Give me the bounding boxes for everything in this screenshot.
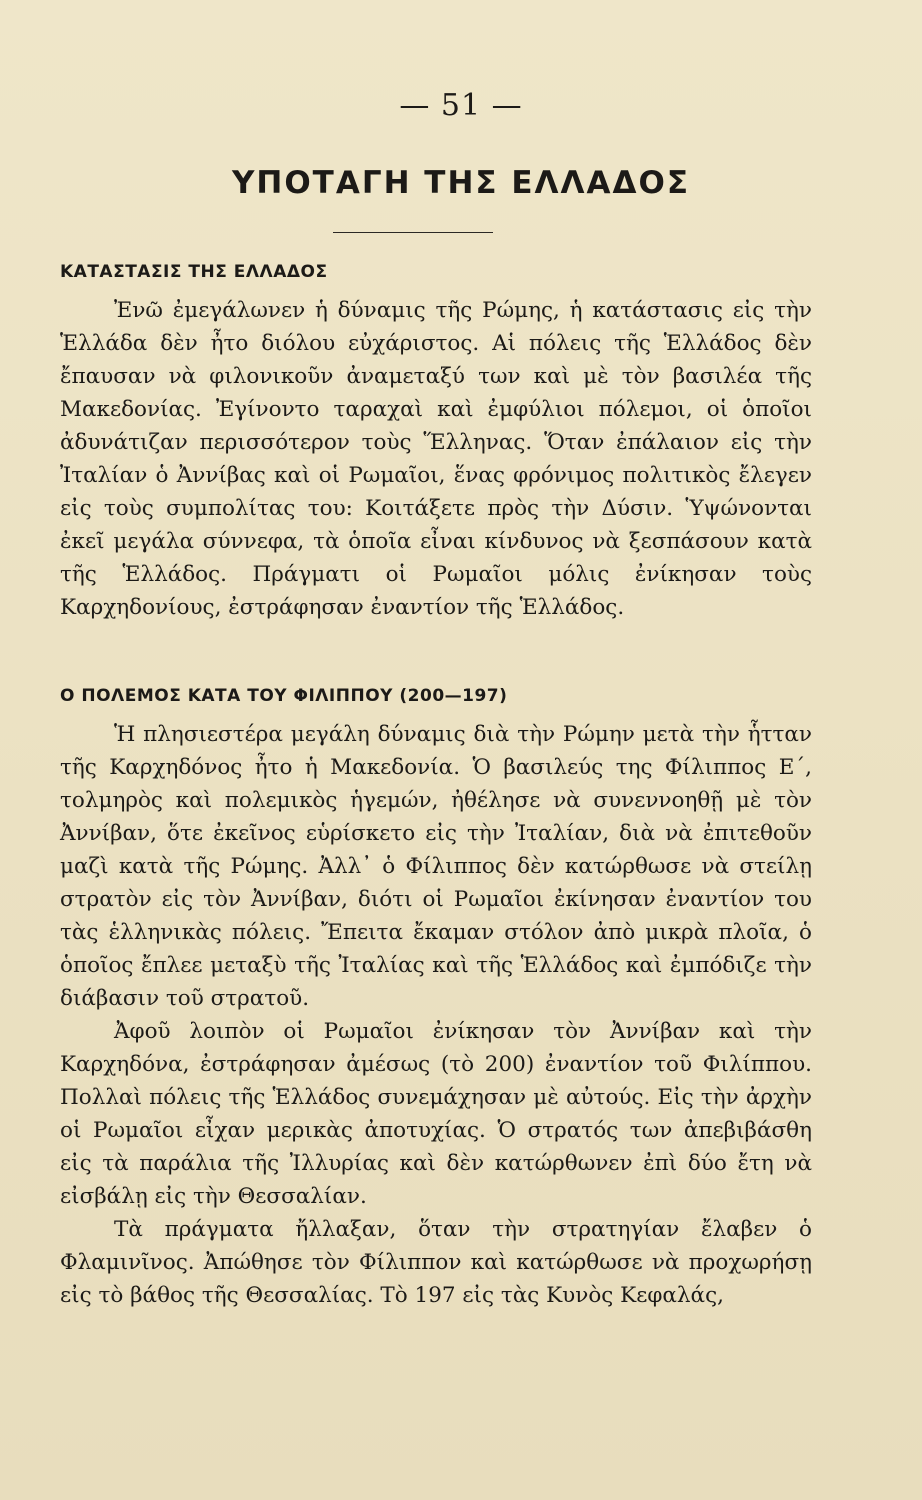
- page-number: — 51 —: [399, 88, 523, 123]
- title-divider: [333, 232, 493, 233]
- section-heading: Ο ΠΟΛΕΜΟΣ ΚΑΤΑ ΤΟΥ ΦΙΛΙΠΠΟΥ (200—197): [60, 686, 508, 706]
- paragraph: Ἀφοῦ λοιπὸν οἱ Ρωμαῖοι ἐνίκησαν τὸν Ἀννίβαν καὶ τὴν Καρχηδόνα, ἐστράφησαν ἀμέσως (τὸ 200) ἐναντίον τοῦ Φιλίππου. Πολλαὶ πόλεις τῆς Ἑλλάδος συνεμάχησαν μὲ αὐτούς. Εἰς τὴν ἀρχὴν οἱ Ρωμαῖοι εἶχαν μερικὰς ἀποτυχίας. Ὁ στρατός των ἀπεβιβάσθη εἰς τὰ παράλια τῆς Ἰλλυρίας καὶ δὲν κατώρθωνεν ἐπὶ δύο ἔτη νὰ εἰσβάλῃ εἰς τὴν Θεσσαλίαν.: [60, 1019, 812, 1209]
- paragraph: Ἡ πλησιεστέρα μεγάλη δύναμις διὰ τὴν Ρώμην μετὰ τὴν ἧτταν τῆς Καρχηδόνος ἦτο ἡ Μακεδονία. Ὁ βασιλεύς της Φίλιππος Ε΄, τολμηρὸς καὶ πολεμικὸς ἡγεμών, ἠθέλησε νὰ συνεννοηθῇ μὲ τὸν Ἀννίβαν, ὅτε ἐκεῖνος εὑρίσκετο εἰς τὴν Ἰταλίαν, διὰ νὰ ἐπιτεθοῦν μαζὶ κατὰ τῆς Ρώμης. Ἀλλ᾽ ὁ Φίλιππος δὲν κατώρθωσε νὰ στείλῃ στρατὸν εἰς τὸν Ἀννίβαν, διότι οἱ Ρωμαῖοι ἐκίνησαν ἐναντίον του τὰς ἑλληνικὰς πόλεις. Ἔπειτα ἔκαμαν στόλον ἀπὸ μικρὰ πλοῖα, ὁ ὁποῖος ἔπλεε μεταξὺ τῆς Ἰταλίας καὶ τῆς Ἑλλάδος καὶ ἐμπόδιζε τὴν διάβασιν τοῦ στρατοῦ.: [60, 722, 812, 1011]
- section-war-against-philip: [60, 686, 812, 1312]
- paragraph: Τὰ πράγματα ἤλλαξαν, ὅταν τὴν στρατηγίαν ἔλαβεν ὁ Φλαμινῖνος. Ἀπώθησε τὸν Φίλιππον καὶ κατώρθωσε νὰ προχωρήσῃ εἰς τὸ βάθος τῆς Θεσσαλίας. Τὸ 197 εἰς τὰς Κυνὸς Κεφαλάς,: [60, 1217, 812, 1308]
- chapter-title: ΥΠΟΤΑΓΗ ΤΗΣ ΕΛΛΑΔΟΣ: [231, 165, 691, 201]
- paragraph: Ἐνῶ ἐμεγάλωνεν ἡ δύναμις τῆς Ρώμης, ἡ κατάστασις εἰς τὴν Ἑλλάδα δὲν ἦτο διόλου εὐχάριστος. Αἱ πόλεις τῆς Ἑλλάδος δὲν ἔπαυσαν νὰ φιλονικοῦν ἀναμεταξύ των καὶ μὲ τὸν βασιλέα τῆς Μακεδονίας. Ἐγίνοντο ταραχαὶ καὶ ἐμφύλιοι πόλεμοι, οἱ ὁποῖοι ἀδυνάτιζαν περισσότερον τοὺς Ἕλληνας. Ὅταν ἐπάλαιον εἰς τὴν Ἰταλίαν ὁ Ἀννίβας καὶ οἱ Ρωμαῖοι, ἕνας φρόνιμος πολιτικὸς ἔλεγεν εἰς τοὺς συμπολίτας του: Κοιτάξετε πρὸς τὴν Δύσιν. Ὑψώνονται ἐκεῖ μεγάλα σύννεφα, τὰ ὁποῖα εἶναι κίνδυνος νὰ ξεσπάσουν κατὰ τῆς Ἑλλάδος. Πράγματι οἱ Ρωμαῖοι μόλις ἐνίκησαν τοὺς Καρχηδονίους, ἐστράφησαν ἐναντίον τῆς Ἑλλάδος.: [60, 298, 812, 620]
- section-heading: ΚΑΤΑΣΤΑΣΙΣ ΤΗΣ ΕΛΛΑΔΟΣ: [60, 262, 328, 282]
- section-state-of-greece: [60, 262, 812, 624]
